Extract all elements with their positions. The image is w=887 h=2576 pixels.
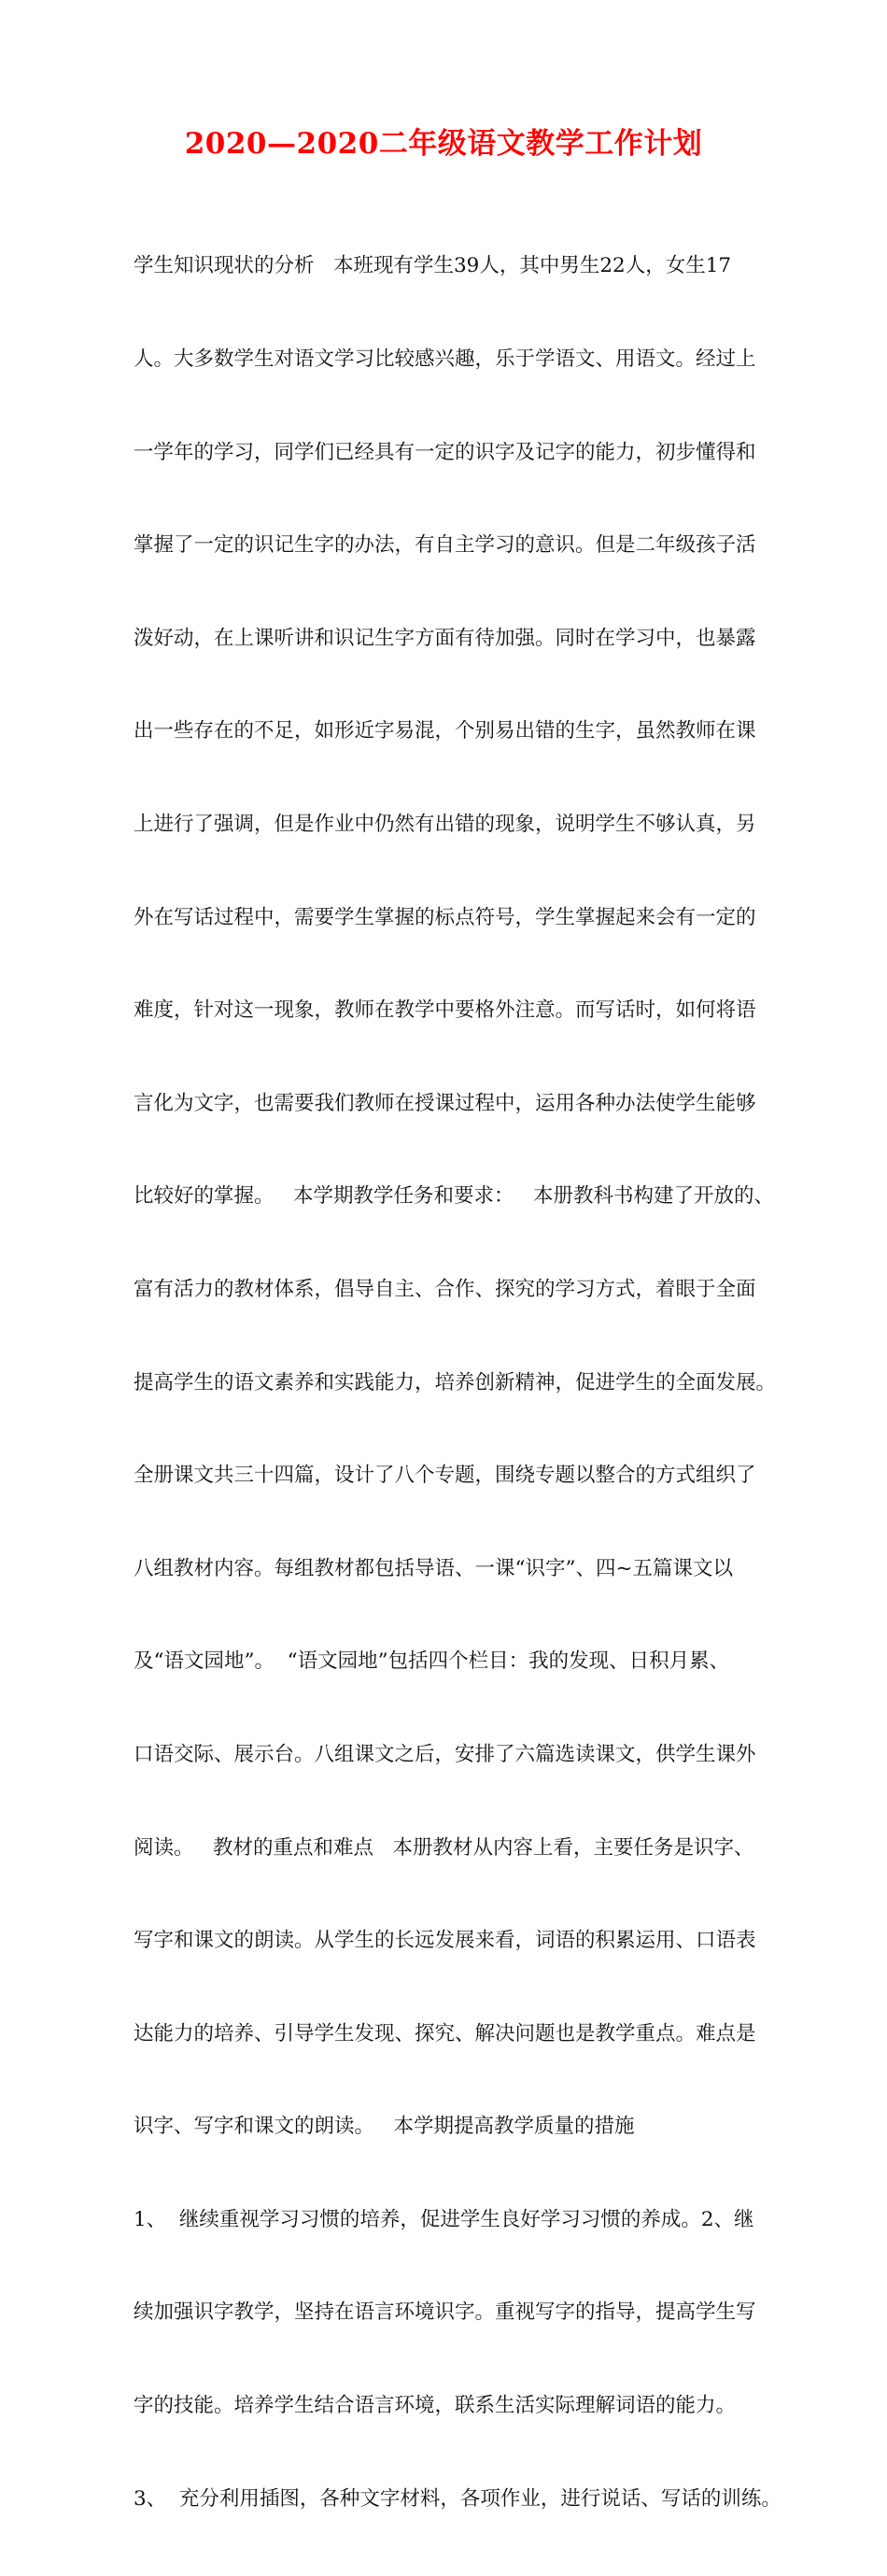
- body-line: 八组教材内容。每组教材都包括导语、一课“识字”、四~五篇课文以: [134, 1556, 734, 1580]
- body-line: 上进行了强调，但是作业中仍然有出错的现象，说明学生不够认真，另: [134, 812, 756, 836]
- body-line: 1、 继续重视学习习惯的培养，促进学生良好学习习惯的养成。2、继: [134, 2207, 754, 2231]
- body-line: 口语交际、展示台。八组课文之后，安排了六篇选读课文，供学生课外: [134, 1742, 756, 1766]
- document-body: [134, 189, 781, 2576]
- body-line: 泼好动，在上课听讲和识记生字方面有待加强。同时在学习中，也暴露: [134, 626, 756, 650]
- body-line: 学生知识现状的分析 本班现有学生39人，其中男生22人，女生17: [134, 254, 732, 278]
- body-line: 一学年的学习，同学们已经具有一定的识字及记字的能力，初步懂得和: [134, 440, 756, 464]
- body-line: 3、 充分利用插图，各种文字材料，各项作业，进行说话、写话的训练。: [134, 2486, 781, 2511]
- body-line: 富有活力的教材体系，倡导自主、合作、探究的学习方式，着眼于全面: [134, 1277, 756, 1301]
- body-line: 外在写话过程中，需要学生掌握的标点符号，学生掌握起来会有一定的: [134, 905, 756, 929]
- document-title: 2020—2020二年级语文教学工作计划: [184, 127, 703, 161]
- body-line: 出一些存在的不足，如形近字易混，个别易出错的生字，虽然教师在课: [134, 719, 756, 743]
- body-line: 及“语文园地”。 “语文园地”包括四个栏目：我的发现、日积月累、: [134, 1649, 730, 1674]
- body-line: 掌握了一定的识记生字的办法，有自主学习的意识。但是二年级孩子活: [134, 533, 756, 558]
- body-line: 人。大多数学生对语文学习比较感兴趣，乐于学语文、用语文。经过上: [134, 347, 756, 371]
- body-line: 比较好的掌握。 本学期教学任务和要求： 本册教科书构建了开放的、: [134, 1184, 775, 1209]
- body-line: 字的技能。培养学生结合语言环境，联系生活实际理解词语的能力。: [134, 2394, 737, 2418]
- body-line: 续加强识字教学，坚持在语言环境识字。重视写字的指导，提高学生写: [134, 2300, 756, 2325]
- body-line: 识字、写字和课文的朗读。 本学期提高教学质量的措施: [134, 2115, 635, 2139]
- body-line: 难度，针对这一现象，教师在教学中要格外注意。而写话时，如何将语: [134, 998, 756, 1023]
- body-line: 达能力的培养、引导学生发现、探究、解决问题也是教学重点。难点是: [134, 2021, 756, 2045]
- body-line: 写字和课文的朗读。从学生的长远发展来看，词语的积累运用、口语表: [134, 1929, 756, 1953]
- body-line: 言化为文字，也需要我们教师在授课过程中，运用各种办法使学生能够: [134, 1091, 756, 1115]
- body-line: 全册课文共三十四篇，设计了八个专题，围绕专题以整合的方式组织了: [134, 1464, 756, 1488]
- body-line: 阅读。 教材的重点和难点 本册教材从内容上看，主要任务是识字、: [134, 1835, 754, 1860]
- body-line: 提高学生的语文素养和实践能力，培养创新精神，促进学生的全面发展。: [134, 1370, 777, 1394]
